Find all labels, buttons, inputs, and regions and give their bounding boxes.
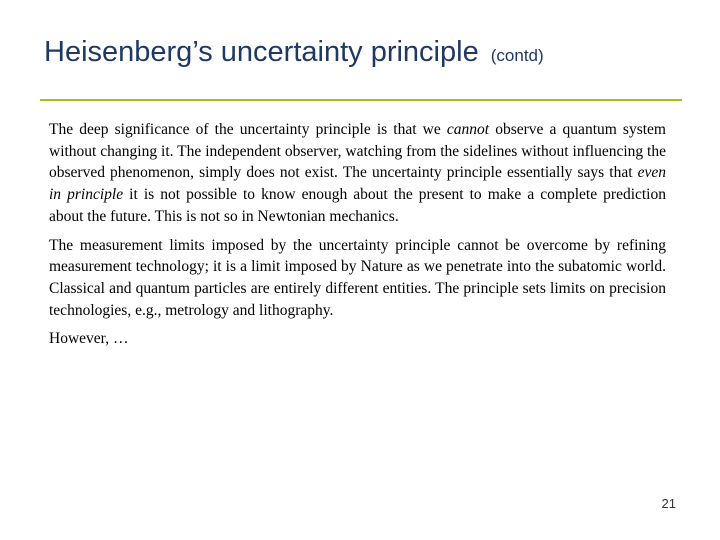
paragraph-1-part-c: observe a quantum system without changing it. The independent observer, watching from the sidelines without influencing the observed phenomenon, simply does not exist. The uncertainty principle essentially says that	[49, 121, 666, 182]
paragraph-1-part-e: it is not possible to know enough about the present to make a complete prediction about the future. This is not so in Newtonian mechanics.	[49, 186, 666, 225]
slide-title-text: Heisenberg’s uncertainty principle	[44, 36, 479, 68]
title-divider	[40, 99, 682, 101]
slide-title	[44, 32, 544, 76]
paragraph-1	[49, 119, 666, 228]
slide-number: 21	[661, 496, 676, 511]
paragraph-1-emphasis-even-in-principle: even in principle	[49, 164, 666, 204]
paragraph-1-emphasis-cannot: cannot	[446, 121, 490, 138]
paragraph-3: However, …	[49, 330, 129, 348]
paragraph-1-part-a: The deep significance of the uncertainty principle is that we	[49, 121, 447, 138]
slide-body	[49, 119, 666, 357]
slide-subtitle: (contd)	[490, 46, 544, 65]
paragraph-2: The measurement limits imposed by the uncertainty principle cannot be overcome by refining measurement technology; it is a limit imposed by Nature as we penetrate into the subatomic world. Classical and quantum particles are entirely different entities. The principle sets limits on precision technologies, e.g., metrology and lithography.	[49, 236, 666, 319]
